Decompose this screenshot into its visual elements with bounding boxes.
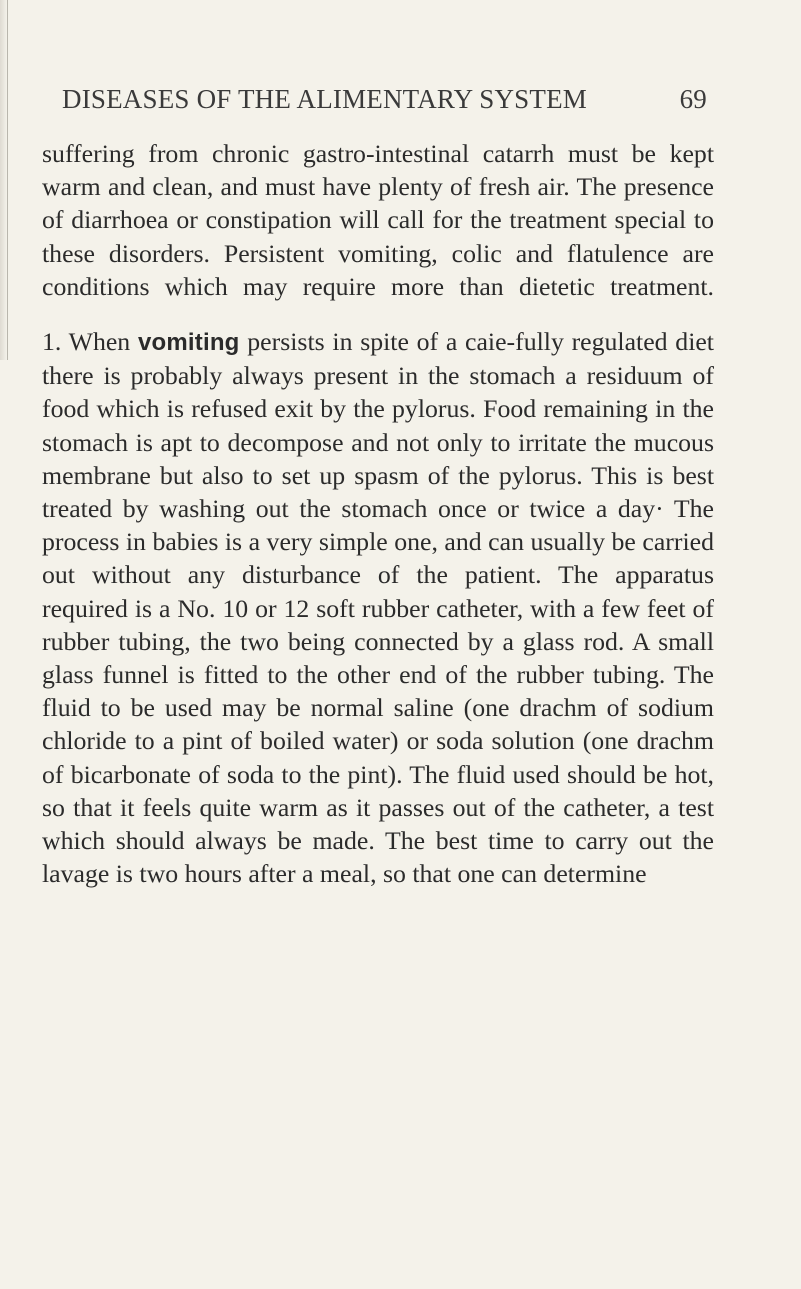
paragraph-continuation: suffering from chronic gastro-intestinal catarrh must be kept warm and clean, and must have plenty of fresh air. The presence of diarrhoea or constipation will call for the treatment special to these disorders. Persistent vomiting, colic and flatulence are conditions which may require more than dietetic treatment. <box>42 139 714 301</box>
page-edge-shadow <box>0 0 8 360</box>
emphasized-term: vomiting <box>137 329 240 357</box>
body-text <box>42 137 714 890</box>
page-number: 69 <box>679 84 707 114</box>
paragraph-vomiting <box>42 325 714 890</box>
paragraph-gap <box>42 303 714 325</box>
paragraph-prefix: 1. When <box>42 327 138 357</box>
running-head <box>62 84 707 120</box>
paragraph-text: persists in spite of a caie-fully regulated diet there is probably always present in the stomach a residuum of food which is refused exit by the pylorus. Food remaining in the stomach is apt to decompose and not only to irritate the mucous membrane but also to set up spasm of the pylorus. This is best treated by washing out the stomach once or twice a day· The process in babies is a very simple one, and can usually be carried out without any disturbance of the patient. The apparatus required is a No. 10 or 12 soft rubber catheter, with a few feet of rubber tubing, the two being connected by a glass rod. A small glass funnel is fitted to the other end of the rubber tubing. The fluid to be used may be normal saline (one drachm of sodium chloride to a pint of boiled water) or soda solution (one drachm of bicarbonate of soda to the pint). The fluid used should be hot, so that it feels quite warm as it passes out of the catheter, a test which should always be made. The best time to carry out the lavage is two hours after a meal, so that one can determine <box>42 327 714 889</box>
chapter-title: DISEASES OF THE ALIMENTARY SYSTEM <box>62 84 587 114</box>
